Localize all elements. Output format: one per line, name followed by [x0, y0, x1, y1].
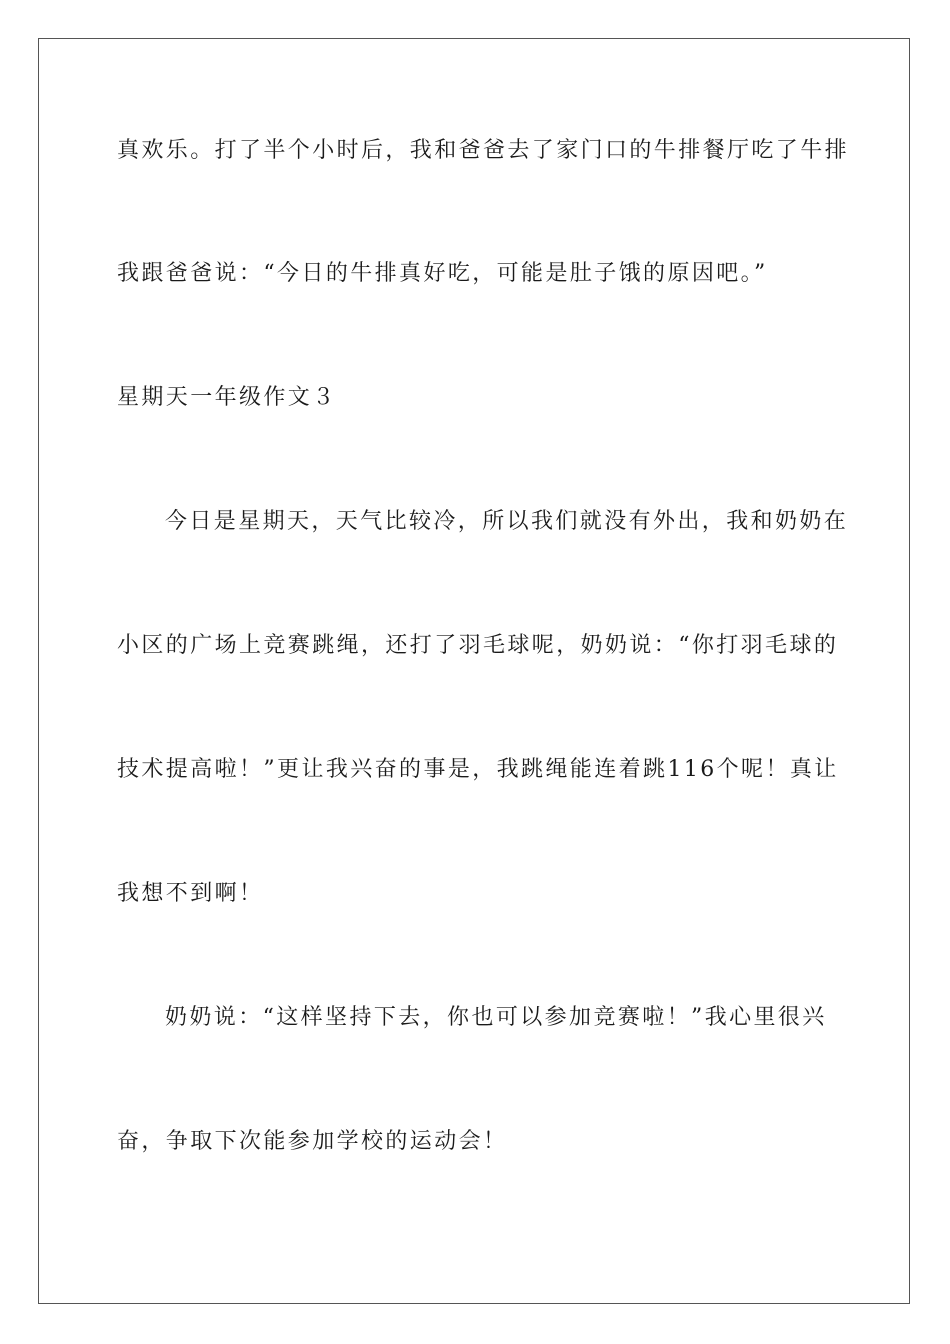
text-line: 技术提高啦！”更让我兴奋的事是，我跳绳能连着跳116个呢！真让 — [117, 757, 839, 782]
paragraph-start-line: 奶奶说：“这样坚持下去，你也可以参加竞赛啦！”我心里很兴 — [165, 1005, 827, 1030]
text-line: 我跟爸爸说：“今日的牛排真好吃，可能是肚子饿的原因吧。” — [117, 261, 768, 286]
text-line: 我想不到啊！ — [117, 881, 264, 906]
paragraph-start-line: 今日是星期天，天气比较冷，所以我们就没有外出，我和奶奶在 — [165, 509, 849, 534]
page-border — [38, 38, 910, 1304]
text-line: 小区的广场上竞赛跳绳，还打了羽毛球呢，奶奶说：“你打羽毛球的 — [117, 633, 839, 658]
text-line: 真欢乐。打了半个小时后，我和爸爸去了家门口的牛排餐厅吃了牛排 — [117, 138, 850, 163]
section-heading: 星期天一年级作文３ — [117, 385, 337, 410]
text-line: 奋，争取下次能参加学校的运动会！ — [117, 1129, 508, 1154]
